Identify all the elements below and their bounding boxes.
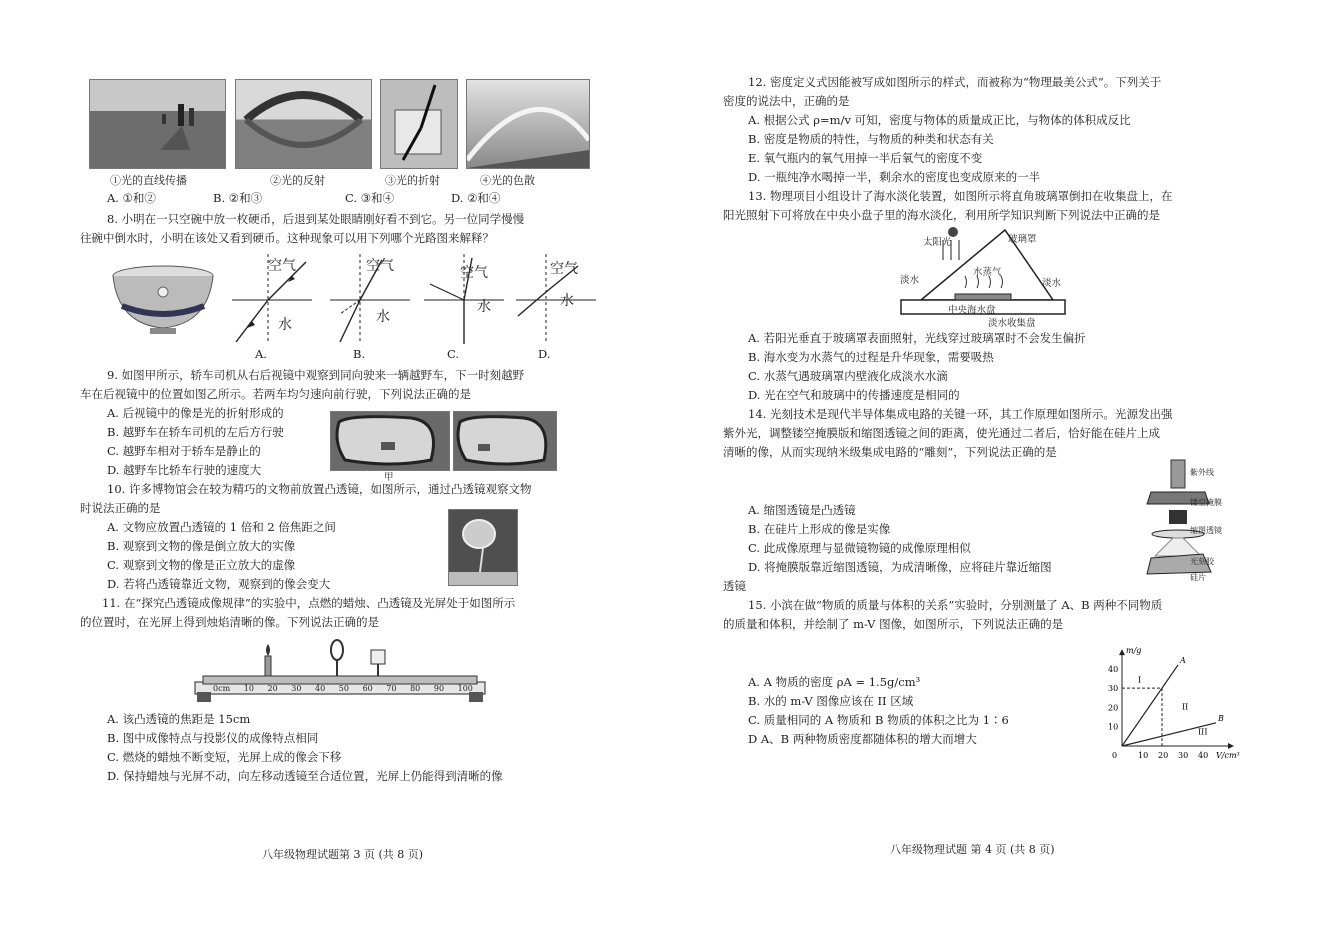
fig13-cover: 玻璃罩 [1008,234,1037,245]
fig14-resist: 光刻胶 [1190,557,1214,566]
glass-icon [381,80,457,168]
region-label-2: II [1182,702,1189,712]
q9-option-b: B. 越野车在轿车司机的左后方行驶 [107,425,284,439]
q14-option-b: B. 在硅片上形成的像是实像 [748,522,891,536]
q11-option-d: D. 保持蜡烛与光屏不动，向左移动透镜至合适位置，光屏上仍能得到清晰的像 [107,769,503,783]
bowl-illustration [108,262,218,342]
scale-tick-80: 80 [410,684,421,693]
q12-option-c: E. 氧气瓶内的氧气用掉一半后氧气的密度不变 [748,151,983,165]
left-footer: 八年级物理试题第 3 页 (共 8 页) [262,848,424,861]
diagram-a-water: 水 [278,317,292,333]
scale-tick-30: 30 [291,684,302,693]
fig13-tray: 中央海水盘 [948,305,996,316]
q14-option-c: C. 此成像原理与显微镜物镜的成像原理相似 [748,541,971,555]
diagram-d-water: 水 [560,293,574,309]
x-tick-40: 40 [1198,751,1209,760]
q12-option-a: A. 根据公式 ρ=m/v 可知，密度与物体的质量成正比，与物体的体积成反比 [748,113,1131,127]
y-tick-20: 20 [1108,703,1119,713]
y-axis-label: m/g [1126,646,1142,656]
q7-option-b: B. ②和③ [213,191,263,205]
caption-4: ④光的色散 [480,174,535,187]
q15-option-b: B. 水的 m-V 图像应该在 II 区域 [748,694,914,708]
q13-line-1: 13. 物理项目小组设计了海水淡化装置，如图所示将直角玻璃罩倒扣在收集盘上，在 [748,189,1173,203]
q15-line-1: 15. 小滨在做“物质的质量与体积的关系”实验时，分别测量了 A、B 两种不同物质 [748,598,1163,612]
y-tick-10: 10 [1108,722,1119,732]
q15-line-2: 的质量和体积，并绘制了 m-V 图像，如图所示，下列说法正确的是 [723,617,1064,631]
q10-line-1: 10. 许多博物馆会在较为精巧的文物前放置凸透镜，如图所示，通过凸透镜观察文物 [107,482,532,496]
caption-1: ①光的直线传播 [110,174,187,187]
q9-option-d: D. 越野车比轿车行驶的速度大 [107,463,262,477]
caption-2: ②光的反射 [270,174,325,187]
bench-scale [213,684,473,693]
x-axis-arrow [1228,743,1234,749]
y-tick-40: 40 [1108,664,1119,674]
diagram-c-air: 空气 [460,265,488,281]
diagram-c-water: 水 [477,299,491,315]
caption-3: ③光的折射 [385,174,440,187]
q15-option-c: C. 质量相同的 A 物质和 B 物质的体积之比为 1∶6 [748,713,1009,727]
q7-option-a: A. ①和② [107,191,156,205]
series-label-B: B [1218,713,1224,723]
fig14-wafer: 硅片 [1190,573,1206,582]
photo-rainbow [466,79,590,169]
q13-line-2: 阳光照射下可将放在中央小盘子里的海水淡化，利用所学知识判断下列说法中正确的是 [723,208,1160,222]
origin-label: 0 [1112,751,1118,760]
scale-tick-40: 40 [315,684,326,693]
scale-tick-0: 0cm [213,684,231,693]
q10-option-b: B. 观察到文物的像是倒立放大的实像 [107,539,296,553]
rainbow-icon [467,80,589,168]
q13-option-c: C. 水蒸气遇玻璃罩内壁液化成淡水水滴 [748,369,948,383]
q14-option-d: D. 将掩膜版靠近缩图透镜，为成清晰像，应将硅片靠近缩图 [748,560,1052,574]
q9-line-1: 9. 如图甲所示，轿车司机从右后视镜中观察到同向驶来一辆越野车，下一时刻越野 [107,368,525,382]
y-axis-arrow [1119,649,1125,655]
q13-option-d: D. 光在空气和玻璃中的传播速度是相同的 [748,388,960,402]
mv-chart [1100,640,1250,760]
scale-tick-50: 50 [338,684,349,693]
q13-option-a: A. 若阳光垂直于玻璃罩表面照射，光线穿过玻璃罩时不会发生偏折 [748,331,1086,345]
diagram-a-label: A. [255,347,267,361]
q10-line-2: 时说法正确的是 [80,501,161,515]
fig13-vapor: 水蒸气 [973,267,1002,278]
mirror-photo-2 [453,411,557,471]
fig14-uv: 紫外线 [1190,468,1214,477]
x-tick-20: 20 [1158,751,1169,760]
photo-bridge-reflection [235,79,372,169]
diagram-c-label: C. [447,347,460,361]
diagram-b-water: 水 [376,309,390,325]
q9-option-a: A. 后视镜中的像是光的折射形成的 [107,406,284,420]
q14-option-a: A. 缩图透镜是凸透镜 [748,503,856,517]
q9-fig-label: 甲 [384,472,394,483]
q11-line-1: 11. 在“探究凸透镜成像规律”的实验中，点燃的蜡烛、凸透镜及光屏处于如图所示 [102,596,516,610]
q14-line-3: 清晰的像，从而实现纳米级集成电路的“雕刻”，下列说法正确的是 [723,445,1057,459]
scale-tick-90: 90 [433,684,445,693]
right-footer: 八年级物理试题 第 4 页 (共 8 页) [890,843,1055,856]
diagram-a-air: 空气 [268,258,296,274]
fig13-collector: 淡水收集盘 [988,318,1036,329]
series-label-A: A [1180,655,1186,665]
q10-option-c: C. 观察到文物的像是正立放大的虚像 [107,558,296,572]
q13-option-b: B. 海水变为水蒸气的过程是升华现象，需要吸热 [748,350,994,364]
q7-option-c: C. ③和④ [345,191,395,205]
people-icon [90,80,225,168]
fig14-lens: 缩图透镜 [1190,526,1222,535]
scale-tick-20: 20 [267,684,278,693]
fig14-mask: 镂空掩膜 [1190,498,1222,507]
x-axis-label: V/cm³ [1216,751,1240,760]
scale-tick-10: 10 [243,684,254,693]
q14-line-1: 14. 光刻技术是现代半导体集成电路的关键一环，其工作原理如图所示。光源发出强 [748,407,1173,421]
diagram-b-air: 空气 [366,258,394,274]
diagram-d-air: 空气 [550,261,578,277]
bridge-icon [236,80,371,168]
q11-option-a: A. 该凸透镜的焦距是 15cm [107,712,251,726]
x-tick-30: 30 [1178,751,1189,760]
q11-option-b: B. 图中成像特点与投影仪的成像特点相同 [107,731,319,745]
q15-option-a: A. A 物质的密度 ρA = 1.5g/cm³ [748,675,921,689]
q12-line-1: 12. 密度定义式因能被写成如图所示的样式，而被称为“物理最美公式”。下列关于 [748,75,1162,89]
q15-option-d: D A、B 两种物质密度都随体积的增大而增大 [748,732,977,746]
q12-line-2: 密度的说法中，正确的是 [723,94,850,108]
q12-option-b: B. 密度是物质的特性，与物质的种类和状态有关 [748,132,994,146]
magnifier-icon [449,510,517,585]
q10-option-a: A. 文物应放置凸透镜的 1 倍和 2 倍焦距之间 [107,520,336,534]
q8-line-2: 往碗中倒水时，小明在该处又看到硬币。这种现象可以用下列哪个光路图来解释？ [80,231,494,245]
q8-line-1: 8. 小明在一只空碗中放一枚硬币，后退到某处眼睛刚好看不到它。另一位同学慢慢 [107,212,525,226]
fig13-fresh-right: 淡水 [1042,278,1062,289]
q14-line-2: 紫外光，调整镂空掩膜版和缩图透镜之间的距离，使光通过二者后，恰好能在硅片上成 [723,426,1160,440]
q7-option-d: D. ②和④ [451,191,501,205]
photo-straight-light [89,79,226,169]
mirror-photo-1 [330,411,450,471]
scale-tick-60: 60 [362,684,373,693]
q11-option-c: C. 燃烧的蜡烛不断变短，光屏上成的像会下移 [107,750,342,764]
x-tick-10: 10 [1138,751,1149,760]
q12-option-d: D. 一瓶纯净水喝掉一半，剩余水的密度也变成原来的一半 [748,170,1041,184]
fig13-fresh-left: 淡水 [900,275,920,286]
diagram-d-label: D. [538,347,551,361]
scale-tick-100: 100 [457,684,473,693]
y-tick-30: 30 [1108,684,1119,694]
q14-option-d-cont: 透镜 [723,579,746,593]
photo-refraction-glass [380,79,458,169]
q9-line-2: 车在后视镜中的位置如图乙所示。若两车均匀速向前行驶，下列说法正确的是 [80,387,471,401]
diagram-b-label: B. [353,347,366,361]
side-mirror-icon [454,412,556,470]
side-mirror-icon [331,412,449,470]
region-label-1: I [1138,675,1142,685]
fig13-sun: 太阳光 [923,237,952,248]
q11-line-2: 的位置时，在光屏上得到烛焰清晰的像。下列说法正确的是 [80,615,379,629]
region-label-3: III [1198,727,1208,737]
scale-tick-70: 70 [386,684,397,693]
museum-lens-photo [448,509,518,586]
q9-option-c: C. 越野车相对于轿车是静止的 [107,444,261,458]
q10-option-d: D. 若将凸透镜靠近文物，观察到的像会变大 [107,577,331,591]
